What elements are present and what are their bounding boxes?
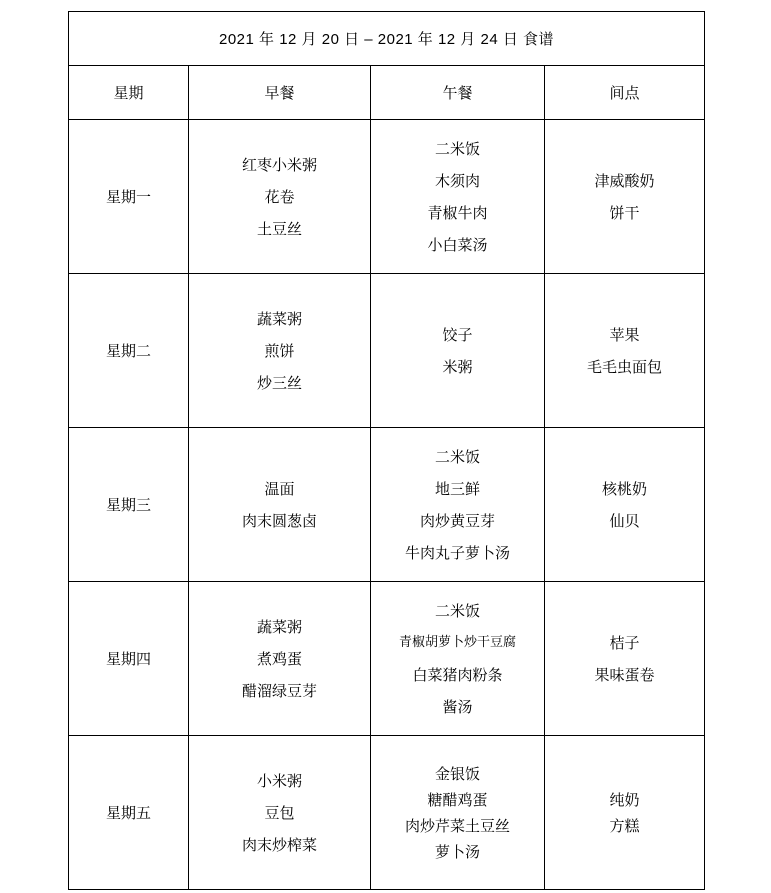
menu-item: 核桃奶: [601, 479, 647, 498]
snack-cell: [545, 428, 705, 582]
menu-item: 煮鸡蛋: [256, 649, 302, 668]
menu-item: 桔子: [609, 633, 640, 652]
menu-item: 二米饭: [434, 447, 480, 466]
menu-item: 白菜猪肉粉条: [412, 665, 503, 684]
menu-title: 2021 年 12 月 20 日 – 2021 年 12 月 24 日 食谱: [69, 12, 705, 66]
table-row: [69, 736, 705, 890]
header-lunch: 午餐: [371, 66, 545, 120]
menu-item: 土豆丝: [256, 219, 302, 238]
menu-item: 糖醋鸡蛋: [427, 790, 488, 809]
menu-item: 蔬菜粥: [256, 309, 302, 328]
menu-item: 温面: [264, 479, 295, 498]
menu-item: 肉炒黄豆芽: [419, 511, 495, 530]
header-snack: 间点: [545, 66, 705, 120]
menu-item: 二米饭: [434, 601, 480, 620]
breakfast-cell: [189, 274, 371, 428]
lunch-cell: [371, 428, 545, 582]
menu-item: 青椒胡萝卜炒干豆腐: [398, 634, 516, 650]
menu-item: 蔬菜粥: [256, 617, 302, 636]
menu-item: 肉末圆葱卤: [241, 511, 317, 530]
day-cell: 星期三: [69, 428, 189, 582]
menu-item: 方糕: [609, 816, 640, 835]
menu-item: 饺子: [442, 325, 473, 344]
menu-item: 饼干: [609, 203, 640, 222]
snack-cell: [545, 120, 705, 274]
menu-item: 炒三丝: [256, 373, 302, 392]
menu-item: 红枣小米粥: [241, 155, 317, 174]
menu-item: 小白菜汤: [427, 235, 488, 254]
menu-item: 米粥: [442, 357, 473, 376]
menu-item: 花卷: [264, 187, 295, 206]
header-day: 星期: [69, 66, 189, 120]
menu-item: 金银饭: [434, 764, 480, 783]
day-cell: 星期二: [69, 274, 189, 428]
snack-cell: [545, 582, 705, 736]
lunch-cell: [371, 120, 545, 274]
menu-item: 酱汤: [442, 697, 473, 716]
header-row: [69, 66, 705, 120]
menu-table: [68, 11, 705, 890]
table-row: [69, 428, 705, 582]
lunch-cell: [371, 736, 545, 890]
menu-item: 果味蛋卷: [594, 665, 655, 684]
lunch-cell: [371, 582, 545, 736]
menu-item: 仙贝: [609, 511, 640, 530]
day-cell: 星期四: [69, 582, 189, 736]
menu-item: 二米饭: [434, 139, 480, 158]
menu-item: 毛毛虫面包: [586, 357, 662, 376]
snack-cell: [545, 274, 705, 428]
menu-item: 煎饼: [264, 341, 295, 360]
breakfast-cell: [189, 120, 371, 274]
day-cell: 星期五: [69, 736, 189, 890]
lunch-cell: [371, 274, 545, 428]
menu-item: 木须肉: [434, 171, 480, 190]
menu-item: 肉末炒榨菜: [241, 835, 317, 854]
header-breakfast: 早餐: [189, 66, 371, 120]
table-row: [69, 120, 705, 274]
menu-item: 津威酸奶: [594, 171, 655, 190]
table-row: [69, 274, 705, 428]
menu-item: 豆包: [264, 803, 295, 822]
menu-item: 地三鲜: [434, 479, 480, 498]
menu-item: 醋溜绿豆芽: [241, 681, 317, 700]
snack-cell: [545, 736, 705, 890]
menu-item: 纯奶: [609, 790, 640, 809]
menu-item: 肉炒芹菜土豆丝: [404, 816, 510, 835]
menu-item: 苹果: [609, 325, 640, 344]
breakfast-cell: [189, 736, 371, 890]
menu-item: 青椒牛肉: [427, 203, 488, 222]
breakfast-cell: [189, 582, 371, 736]
menu-item: 萝卜汤: [434, 842, 480, 861]
table-row: [69, 582, 705, 736]
menu-item: 小米粥: [256, 771, 302, 790]
day-cell: 星期一: [69, 120, 189, 274]
menu-item: 牛肉丸子萝卜汤: [404, 543, 510, 562]
breakfast-cell: [189, 428, 371, 582]
